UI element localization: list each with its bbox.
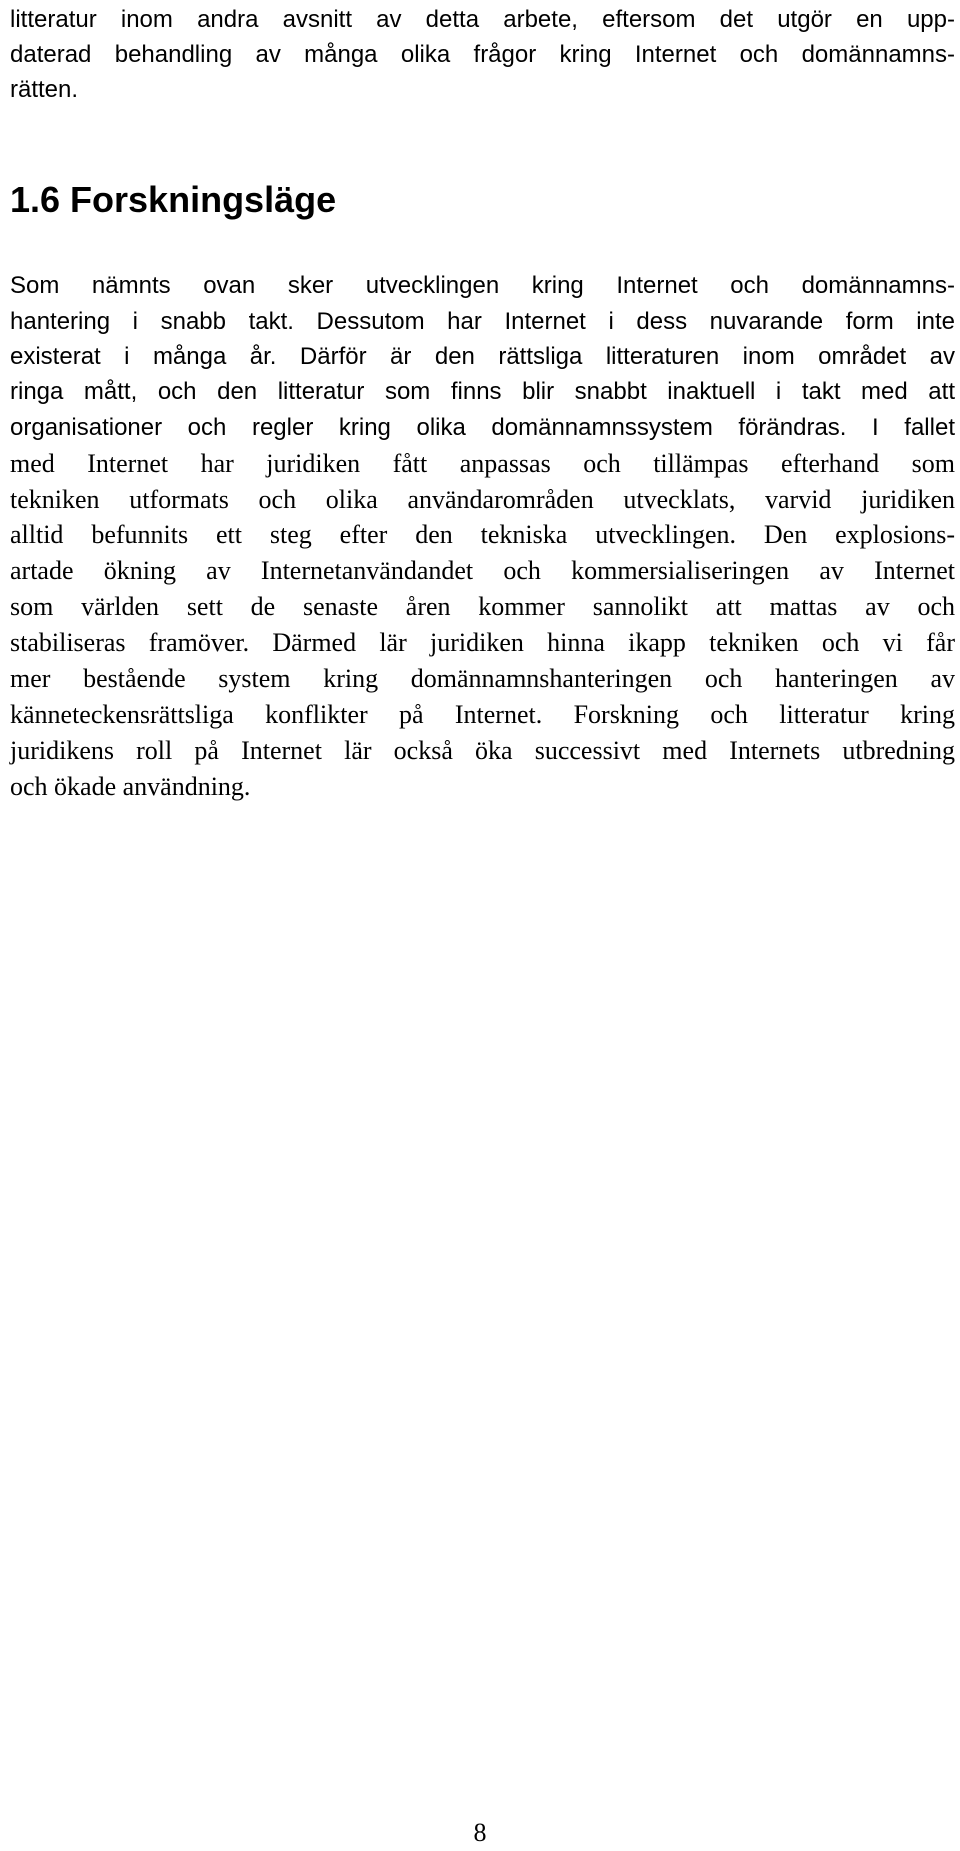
body-line-8: alltid befunnits ett steg efter den tekniska utvecklingen. Den explosions- (10, 520, 955, 549)
body-line-2: hantering i snabb takt. Dessutom har Internet i dess nuvarande form inte (10, 308, 955, 335)
body-line-7: tekniken utformats och olika användarområden utvecklats, varvid juridiken (10, 485, 955, 514)
body-line-12: mer bestående system kring domännamnshanteringen och hanteringen av (10, 664, 955, 693)
body-line-3: existerat i många år. Därför är den rättsliga litteraturen inom området av (10, 343, 955, 370)
body-line-1: Som nämnts ovan sker utvecklingen kring Internet och domännamns- (10, 272, 955, 299)
body-line-14: juridikens roll på Internet lär också öka successivt med Internets utbredning (10, 736, 955, 765)
body-line-4: ringa mått, och den litteratur som finns blir snabbt inaktuell i takt med att (10, 378, 955, 405)
body-line-15: och ökade användning. (10, 772, 251, 801)
body-line-10: som världen sett de senaste åren kommer sannolikt att mattas av och (10, 592, 955, 621)
body-line-5: organisationer och regler kring olika domännamnssystem förändras. I fallet (10, 414, 955, 441)
intro-line-3: rätten. (10, 76, 79, 103)
page-number: 8 (473, 1818, 487, 1847)
body-line-9: artade ökning av Internetanvändandet och kommersialiseringen av Internet (10, 556, 955, 585)
body-line-11: stabiliseras framöver. Därmed lär juridiken hinna ikapp tekniken och vi får (10, 628, 955, 657)
body-line-13: känneteckensrättsliga konflikter på Internet. Forskning och litteratur kring (10, 700, 955, 729)
intro-line-1: litteratur inom andra avsnitt av detta arbete, eftersom det utgör en upp- (10, 6, 955, 33)
section-heading: 1.6 Forskningsläge (10, 179, 337, 220)
intro-line-2: daterad behandling av många olika frågor kring Internet och domännamns- (10, 41, 955, 68)
body-line-6: med Internet har juridiken fått anpassas och tillämpas efterhand som (10, 449, 955, 478)
